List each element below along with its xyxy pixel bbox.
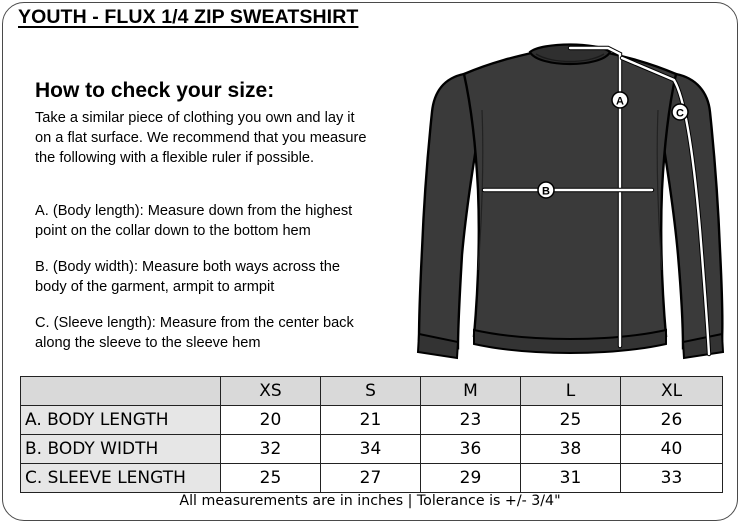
table-cell: 29 — [421, 464, 521, 493]
marker-c — [672, 104, 688, 120]
table-cell: 36 — [421, 435, 521, 464]
table-cell: 33 — [621, 464, 723, 493]
table-row — [21, 435, 723, 464]
table-cell: 27 — [321, 464, 421, 493]
table-cell: 32 — [221, 435, 321, 464]
marker-b-label: B — [542, 185, 550, 198]
table-cell: 23 — [421, 406, 521, 435]
instruction-line: A. (Body length): Measure down from the highest — [35, 203, 353, 219]
size-header-xl: XL — [621, 377, 723, 406]
intro-line: Take a similar piece of clothing you own and lay it — [35, 110, 355, 126]
table-cell: 34 — [321, 435, 421, 464]
measurement-footnote: All measurements are in inches | Tolerance is +/- 3/4" — [179, 493, 561, 509]
sleeve-length-instruction — [35, 313, 354, 353]
how-to-heading: How to check your size: — [35, 79, 275, 102]
header-corner-cell — [21, 377, 221, 406]
body-length-instruction — [35, 201, 352, 241]
marker-c-label: C — [676, 107, 684, 120]
size-header-s: S — [321, 377, 421, 406]
table-cell: 26 — [621, 406, 723, 435]
marker-a — [612, 92, 628, 108]
table-cell: 20 — [221, 406, 321, 435]
table-row — [21, 406, 723, 435]
size-table — [20, 376, 723, 493]
table-cell: 38 — [521, 435, 621, 464]
size-header-l: L — [521, 377, 621, 406]
table-cell: 31 — [521, 464, 621, 493]
intro-line: on a flat surface. We recommend that you measure — [35, 130, 367, 146]
body-width-instruction — [35, 257, 340, 297]
size-header-m: M — [421, 377, 521, 406]
marker-a-label: A — [616, 95, 624, 108]
instruction-line: point on the collar down to the bottom hem — [35, 223, 311, 239]
garment-body — [464, 52, 676, 345]
marker-b — [538, 182, 554, 198]
row-label-body-width: B. BODY WIDTH — [21, 435, 221, 464]
instruction-line: B. (Body width): Measure both ways across the — [35, 259, 340, 275]
intro-paragraph — [35, 108, 367, 168]
intro-line: the following with a flexible ruler if possible. — [35, 150, 315, 166]
table-row — [21, 464, 723, 493]
row-label-body-length: A. BODY LENGTH — [21, 406, 221, 435]
sweatshirt-diagram — [412, 40, 728, 366]
size-header-row — [21, 377, 723, 406]
table-cell: 25 — [221, 464, 321, 493]
instruction-line: C. (Sleeve length): Measure from the center back — [35, 315, 354, 331]
table-cell: 21 — [321, 406, 421, 435]
instruction-line: along the sleeve to the sleeve hem — [35, 335, 261, 351]
table-cell: 40 — [621, 435, 723, 464]
product-title: YOUTH - FLUX 1/4 ZIP SWEATSHIRT — [18, 6, 359, 28]
table-cell: 25 — [521, 406, 621, 435]
instruction-line: body of the garment, armpit to armpit — [35, 279, 275, 295]
size-header-xs: XS — [221, 377, 321, 406]
row-label-sleeve-length: C. SLEEVE LENGTH — [21, 464, 221, 493]
